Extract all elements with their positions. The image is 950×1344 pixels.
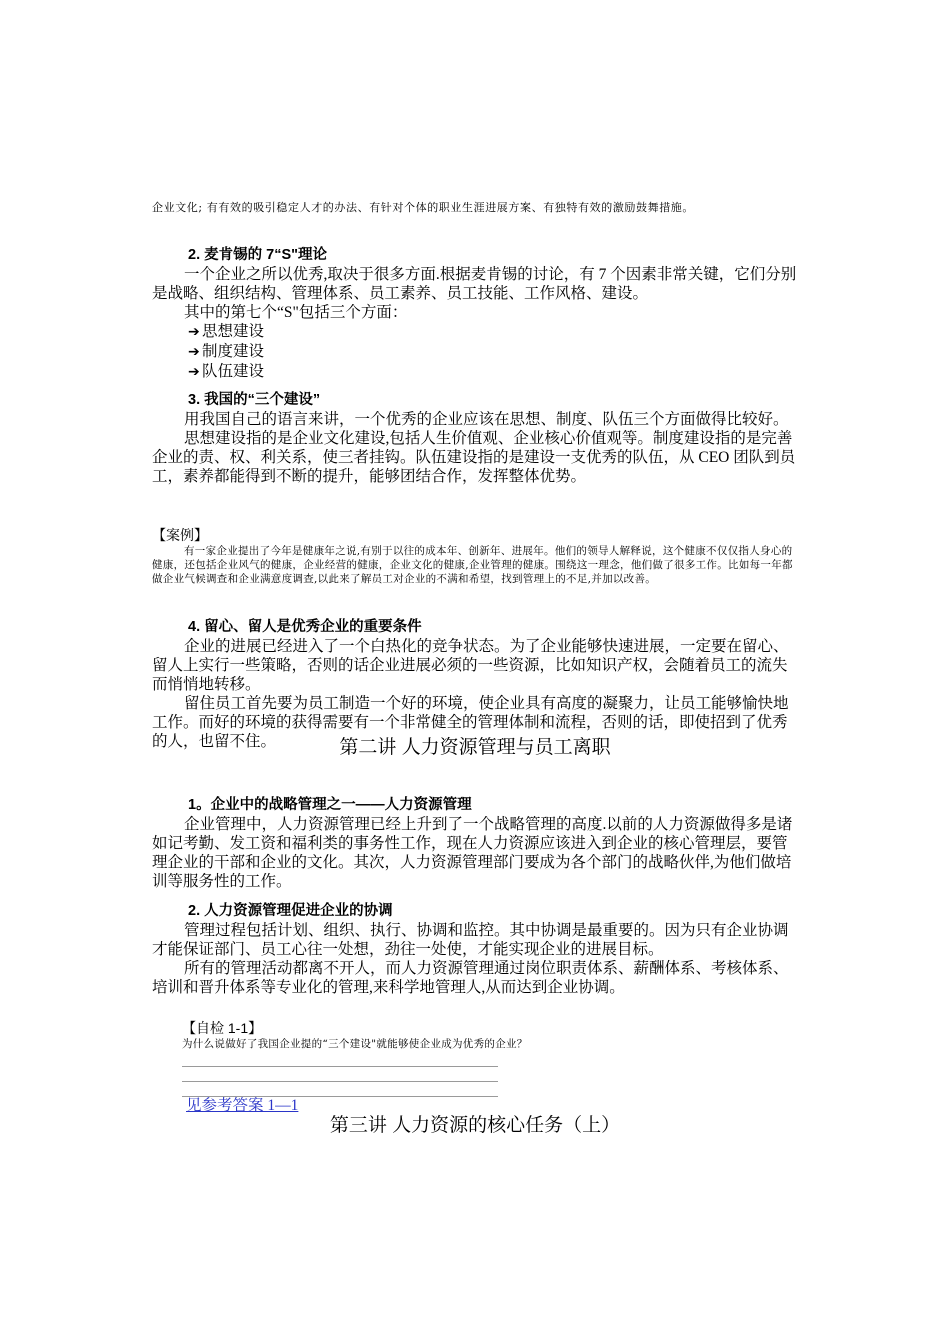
section-strategic-hr (152, 796, 797, 891)
paragraph: 所有的管理活动都离不开人，而人力资源管理通过岗位职责体系、薪酬体系、考核体系、培训和晋升体系等专业化的管理,来科学地管理人,从而达到企业协调。 (152, 960, 789, 996)
arrow-right-icon: ➔ (188, 344, 200, 360)
section-three-constructions (152, 391, 797, 486)
self-check-box (182, 1019, 797, 1051)
case-title: 【案例】 (152, 527, 208, 543)
section-retention (152, 618, 797, 751)
paragraph: 其中的第七个“S"包括三个方面： (184, 304, 408, 321)
paragraph: 用我国自己的语言来讲，一个优秀的企业应该在思想、制度、队伍三个方面做得比较好。 (184, 411, 789, 428)
paragraph: 企业管理中，人力资源管理已经上升到了一个战略管理的高度.以前的人力资源做得多是诸如记考勤、发工资和福利类的事务性工作，现在人力资源应该进入到企业的核心管理层，要管理企业的干部和企业的文化。其次，人力资源管理部门要成为各个部门的战略伙伴,为他们做培训等服务性的工作。 (152, 816, 793, 890)
answer-line (182, 1081, 498, 1082)
section-mckinsey-7s (152, 246, 797, 382)
section-heading: 1。企业中的战略管理之一——人力资源管理 (188, 797, 472, 813)
paragraph: 思想建设指的是企业文化建设,包括人生价值观、企业核心价值观等。制度建设指的是完善企业的责、权、利关系，使三者挂钩。队伍建设指的是建设一支优秀的队伍，从 CEO 团队到员工，素养都能得到不断的提升，能够团结合作，发挥整体优势。 (152, 430, 796, 485)
list-item: ➔ 制度建设 (188, 343, 265, 360)
paragraph: 留住员工首先要为员工制造一个好的环境，使企业具有高度的凝聚力，让员工能够愉快地工作。而好的环境的获得需要有一个非常健全的管理体制和流程，否则的话，即使招到了优秀的人，也留不住。 (152, 695, 789, 750)
section-coordination (152, 902, 797, 997)
arrow-right-icon: ➔ (188, 324, 200, 340)
arrow-right-icon: ➔ (188, 364, 200, 380)
reference-answer-link[interactable]: 见参考答案 1—1 (186, 1097, 299, 1114)
section-heading: 3. 我国的“三个建设” (188, 392, 321, 408)
self-check-title: 【自检 1-1】 (182, 1020, 263, 1036)
self-check-question: 为什么说做好了我国企业提的“三个建设"就能够使企业成为优秀的企业？ (182, 1038, 528, 1050)
case-text: 有一家企业提出了今年是健康年之说,有别于以往的成本年、创新年、进展年。他们的领导人解释说，这个健康不仅仅指人身心的健康，还包括企业风气的健康，企业经营的健康，企业文化的健康,企业管理的健康。围绕这一理念，他们做了很多工作。比如每一年都做企业气候调查和企业满意度调查,以此来了解员工对企业的不满和希望，找到管理上的不足,并加以改善。 (152, 545, 793, 585)
paragraph: 一个企业之所以优秀,取决于很多方面.根据麦肯锡的讨论，有 7 个因素非常关键，它们分别是战略、组织结构、管理体系、员工素养、员工技能、工作风格、建设。 (152, 266, 797, 302)
lecture-title: 第二讲 人力资源管理与员工离职 (339, 737, 611, 758)
list-item: ➔ 队伍建设 (188, 363, 265, 380)
list-item: ➔ 思想建设 (188, 323, 265, 340)
section-heading: 2. 人力资源管理促进企业的协调 (188, 903, 393, 919)
lecture-title: 第三讲 人力资源的核心任务（上） (329, 1115, 621, 1136)
answer-line (182, 1066, 498, 1067)
section-heading: 4. 留心、留人是优秀企业的重要条件 (188, 619, 422, 635)
paragraph: 企业的进展已经进入了一个白热化的竞争状态。为了企业能够快速进展，一定要在留心、留人上实行一些策略，否则的话企业进展必须的一些资源，比如知识产权，会随着员工的流失而悄悄地转移。 (152, 638, 789, 693)
case-box (152, 526, 797, 586)
intro-text: 企业文化; 有有效的吸引稳定人才的办法、有针对个体的职业生涯进展方案、有独特有效的激励鼓舞措施。 (152, 201, 694, 214)
paragraph: 管理过程包括计划、组织、执行、协调和监控。其中协调是最重要的。因为只有企业协调才能保证部门、员工心往一处想，劲往一处使，才能实现企业的进展目标。 (152, 922, 789, 958)
section-heading: 2. 麦肯锡的 7“S"理论 (188, 247, 328, 263)
